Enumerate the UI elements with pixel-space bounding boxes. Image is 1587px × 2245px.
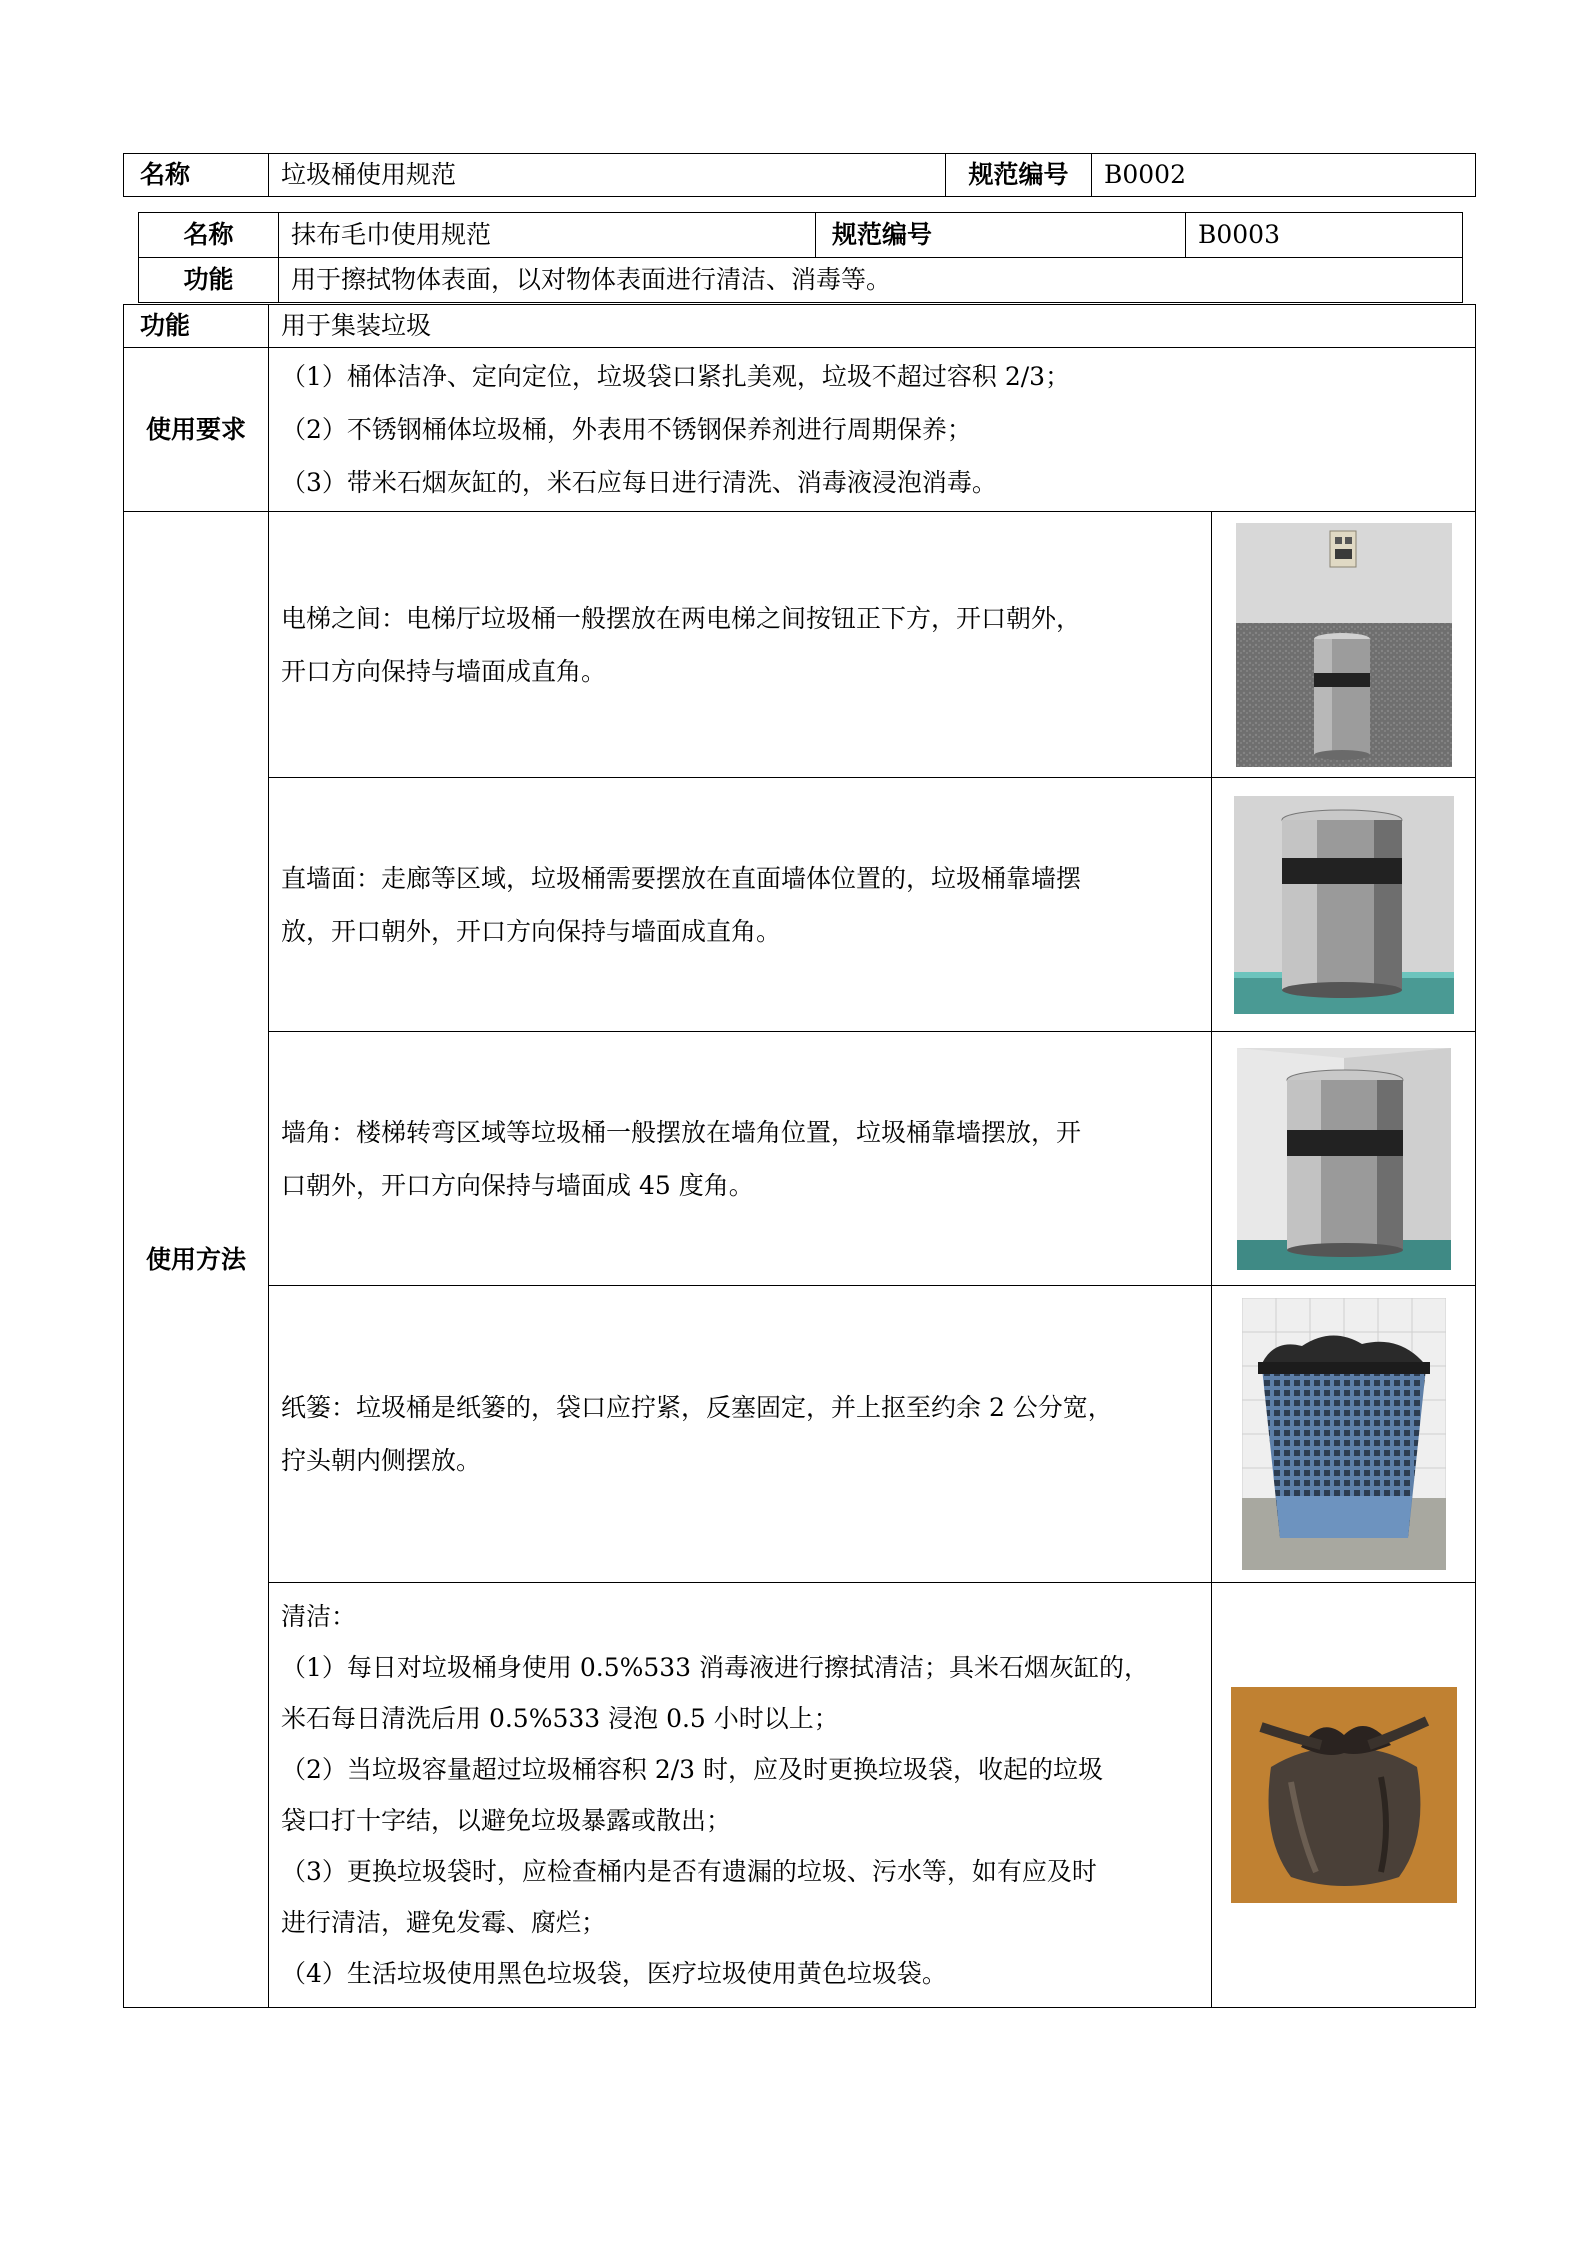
method-text-elevator: 电梯之间：电梯厅垃圾桶一般摆放在两电梯之间按钮正下方，开口朝外， 开口方向保持与墙面成直角。 [269, 512, 1212, 778]
requirement-item: （2）不锈钢桶体垃圾桶，外表用不锈钢保养剂进行周期保养； [281, 415, 972, 444]
code-value: B0002 [1092, 154, 1476, 197]
requirements-label: 使用要求 [124, 348, 269, 512]
code-label: 规范编号 [946, 154, 1092, 197]
requirement-item: （1）桶体洁净、定向定位，垃圾袋口紧扎美观，垃圾不超过容积 2/3； [281, 362, 1071, 391]
elevator-trash-bin-photo [1236, 523, 1452, 767]
function-value: 用于集装垃圾 [269, 305, 1476, 348]
code-value: B0003 [1186, 213, 1463, 258]
requirements-list [269, 348, 1476, 512]
method-image-cell [1212, 1583, 1476, 2008]
name-value: 抹布毛巾使用规范 [279, 213, 816, 258]
methods-label: 使用方法 [124, 512, 269, 2008]
method-image-cell [1212, 512, 1476, 778]
function-value: 用于擦拭物体表面，以对物体表面进行清洁、消毒等。 [279, 258, 1463, 303]
header-table-cloth [138, 212, 1463, 303]
method-text-cleaning: 清洁： （1）每日对垃圾桶身使用 0.5%533 消毒液进行擦拭清洁；具米石烟灰缸的， 米石每日清洗后用 0.5%533 浸泡 0.5 小时以上； （2）当垃圾容量超过垃圾桶容积 2/3 时，应及时更换垃圾袋，收起的垃圾 袋口打十字结，以避免垃圾暴露或散出； （3）更换垃圾袋时，应检查桶内是否有遗漏的垃圾、污水等，如有应及时 进行清洁，避免发霉、腐烂； （4）生活垃圾使用黑色垃圾袋，医疗垃圾使用黄色垃圾袋。 [269, 1583, 1212, 2008]
wastebasket-photo [1242, 1298, 1446, 1570]
method-text-wastebasket: 纸篓：垃圾桶是纸篓的，袋口应拧紧，反塞固定，并上抠至约余 2 公分宽， 拧头朝内侧摆放。 [269, 1286, 1212, 1583]
method-text-wall: 直墙面：走廊等区域，垃圾桶需要摆放在直面墙体位置的，垃圾桶靠墙摆 放，开口朝外，开口方向保持与墙面成直角。 [269, 778, 1212, 1032]
tied-garbage-bag-photo [1231, 1687, 1457, 1903]
header-table-trash-bin [123, 153, 1476, 197]
method-image-cell [1212, 778, 1476, 1032]
name-value: 垃圾桶使用规范 [269, 154, 946, 197]
method-text-corner: 墙角：楼梯转弯区域等垃圾桶一般摆放在墙角位置，垃圾桶靠墙摆放，开 口朝外，开口方向保持与墙面成 45 度角。 [269, 1032, 1212, 1286]
main-table [123, 304, 1476, 2008]
function-label: 功能 [139, 258, 279, 303]
method-image-cell [1212, 1286, 1476, 1583]
corner-trash-bin-photo [1237, 1048, 1451, 1270]
method-image-cell [1212, 1032, 1476, 1286]
name-label: 名称 [124, 154, 269, 197]
requirement-item: （3）带米石烟灰缸的，米石应每日进行清洗、消毒液浸泡消毒。 [281, 468, 997, 497]
code-label: 规范编号 [816, 213, 1186, 258]
function-label: 功能 [124, 305, 269, 348]
wall-trash-bin-photo [1234, 796, 1454, 1014]
name-label: 名称 [139, 213, 279, 258]
